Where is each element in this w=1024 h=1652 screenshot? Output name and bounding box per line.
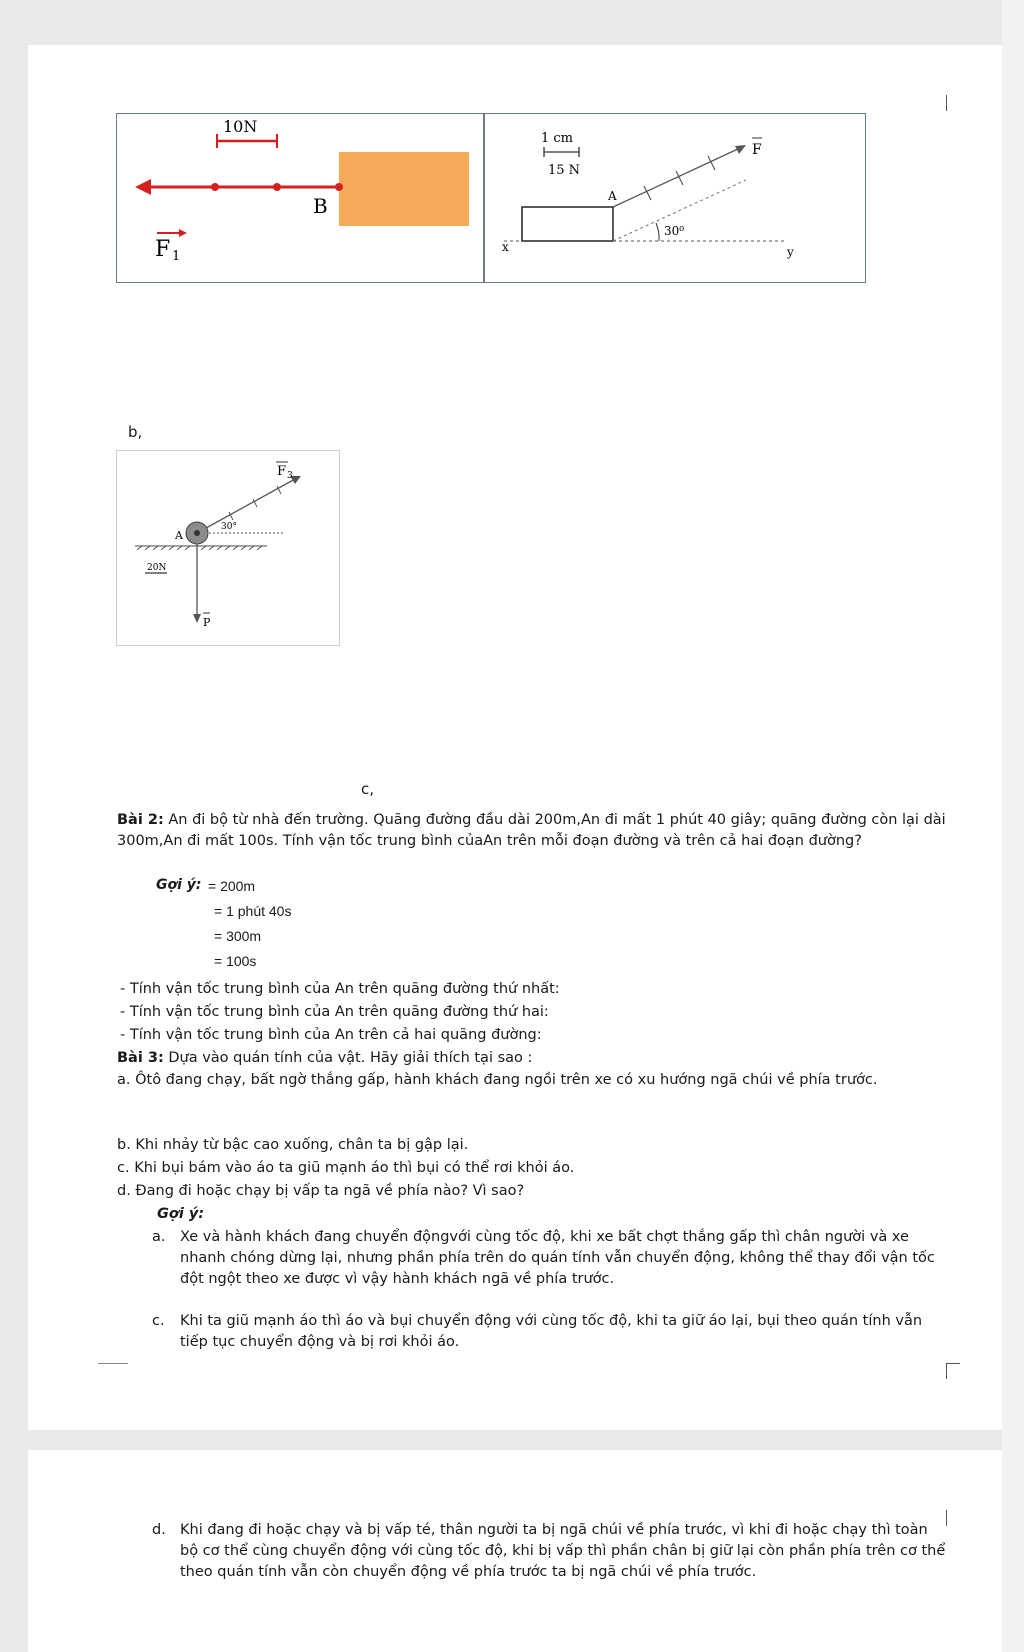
force-label-f3: F (277, 464, 287, 479)
force-vector-f (613, 148, 740, 207)
page-gutter (1002, 0, 1024, 1652)
bai3-question-d: d. Đang đi hoặc chạy bị vấp ta ngã về phía nào? Vì sao? (117, 1183, 525, 1199)
angle-label: 30° (221, 522, 237, 532)
figure-table (116, 113, 866, 283)
point-b (335, 183, 343, 191)
document-page-2 (28, 1450, 1002, 1652)
hint-value: = 1 phút 40s (214, 903, 292, 919)
margin-mark (946, 1363, 947, 1379)
answer-text: Khi ta giũ mạnh áo thì áo và bụi chuyển động với cùng tốc độ, khi ta giữ áo lại, bụi theo quán tính vẫn tiếp tục chuyển động và bị rơi khỏi áo. (180, 1313, 923, 1350)
bai3-hint-label: Gợi ý: (157, 1206, 205, 1222)
scale-length: 1 cm (541, 131, 574, 146)
force-subscript: 1 (172, 249, 181, 264)
bai3-question-a: a. Ôtô đang chạy, bất ngờ thắng gấp, hành khách đang ngồi trên xe có xu hướng ngã chúi về phía trước. (117, 1072, 878, 1088)
force-diagram-f1 (117, 114, 483, 282)
arrow-head (135, 179, 151, 195)
hint-value: = 300m (214, 928, 262, 944)
answer-text: Khi đang đi hoặc chạy và bị vấp té, thân người ta bị ngã chúi về phía trước, vì khi đi hoặc chạy thì toàn bộ cơ thể cùng chuyển động với cùng tốc độ, khi bị vấp thì phần chân bị giữ lại còn phần phía trên cơ thể theo quán tính vẫn còn chuyển động về phía trước ta bị ngã chúi về phía trước. (180, 1522, 946, 1580)
bai3-question-b: b. Khi nhảy từ bậc cao xuống, chân ta bị gập lại. (117, 1137, 469, 1153)
point-label-a: A (608, 189, 617, 203)
force-vector-f3 (197, 479, 295, 533)
tick-dot (273, 183, 281, 191)
scale-label: 20N (147, 563, 167, 573)
bai3-heading: Bài 3: (117, 1050, 164, 1066)
force-diagram-f3 (117, 451, 339, 645)
angle-arc (656, 223, 659, 241)
axis-x-label: x (502, 240, 509, 254)
force-diagram-f (484, 114, 865, 282)
answer-marker: c. (152, 1313, 165, 1329)
tick-mark (676, 171, 683, 185)
document-page-1 (28, 45, 1002, 1430)
angle-label: 30⁰ (664, 224, 685, 238)
bai2-text: An đi bộ từ nhà đến trường. Quãng đường đầu dài 200m,An đi mất 1 phút 40 giây; quãng đường còn lại dài 300m,An đi mất 100s. Tính vận tốc trung bình củaAn trên mỗi đoạn đường và trên cả hai đoạn đường? (117, 812, 946, 849)
force-label-f: F (752, 142, 762, 158)
bai2-task: - Tính vận tốc trung bình của An trên quãng đường thứ hai: (120, 1004, 549, 1020)
figure-b-caption: b, (128, 423, 143, 441)
hint-value: = 200m (208, 878, 256, 894)
axis-y-label: y (787, 245, 794, 259)
arrow-head (193, 614, 201, 623)
force-label-f1: F (155, 237, 171, 262)
scale-label: 10N (223, 117, 258, 136)
bai2-heading: Bài 2: (117, 812, 164, 828)
bai2-hint-label: Gợi ý: (156, 877, 202, 893)
object-box (522, 207, 613, 241)
ground-hatch (137, 546, 262, 550)
block (339, 152, 469, 226)
vector-bar-head (179, 229, 187, 237)
bai2-task: - Tính vận tốc trung bình của An trên quãng đường thứ nhất: (120, 981, 560, 997)
bai2-paragraph (117, 810, 957, 852)
bai2-task: - Tính vận tốc trung bình của An trên cả hai quãng đường: (120, 1027, 542, 1043)
margin-mark (98, 1363, 128, 1364)
answer-marker: d. (152, 1522, 166, 1538)
figure-b (116, 450, 340, 646)
bai3-question-c: c. Khi bụi bám vào áo ta giũ mạnh áo thì bụi có thể rơi khỏi áo. (117, 1160, 575, 1176)
ball-center (194, 530, 200, 536)
bai3-intro (117, 1048, 532, 1069)
scale-force: 15 N (548, 163, 581, 178)
weight-label: P (203, 616, 211, 629)
force-subscript: 3 (287, 471, 293, 481)
tick-mark (644, 186, 651, 200)
answer-text: Xe và hành khách đang chuyển độngvới cùng tốc độ, khi xe bất chợt thắng gấp thì chân người và xe nhanh chóng dừng lại, nhưng phần phía trên do quán tính vẫn chuyển động, không thể thay đổi vận tốc đột ngột theo xe được vì vậy hành khách ngã về phía trước. (180, 1229, 935, 1287)
tick-dot (211, 183, 219, 191)
hint-value: = 100s (214, 953, 257, 969)
point-label-b: B (313, 194, 328, 218)
answer-marker: a. (152, 1229, 166, 1245)
figure-c-caption: c, (361, 780, 375, 798)
margin-mark (946, 95, 947, 111)
margin-mark (946, 1363, 960, 1364)
point-label-a: A (175, 529, 183, 542)
bai3-text: Dựa vào quán tính của vật. Hãy giải thích tại sao : (168, 1050, 533, 1066)
